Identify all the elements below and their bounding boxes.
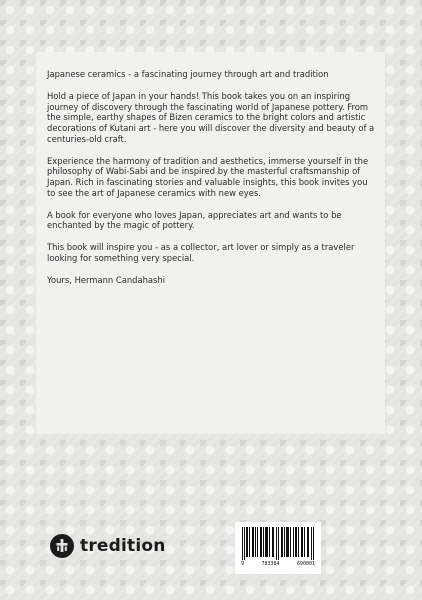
blurb-paragraph-intro: Hold a piece of Japan in your hands! This book takes you on an inspiring journey of discovery through the fascinating world of Japanese pottery. From the simple, earthy shapes of Bizen ceramics to the bright colors and artistic decorations of Kutani art - here you will discover the diversity and beauty of a centuries-old craft. xyxy=(47,90,375,144)
barcode-digit-prefix: 9 xyxy=(241,561,245,567)
blurb-headline: Japanese ceramics - a fascinating journey through art and tradition xyxy=(47,69,329,79)
publisher-name: tredition xyxy=(80,536,166,556)
publisher-brand xyxy=(50,532,166,560)
blurb-paragraph-audience: A book for everyone who loves Japan, appreciates art and wants to be enchanted by the magic of pottery. xyxy=(47,209,342,231)
isbn-barcode xyxy=(235,522,321,574)
blurb-panel xyxy=(36,52,385,434)
barcode-digit-group-2: 690001 xyxy=(296,561,315,567)
blurb-paragraph-inspire: This book will inspire you - as a collector, art lover or simply as a traveler looking for something very special. xyxy=(47,242,355,263)
tredition-logo-icon xyxy=(50,534,74,558)
author-signoff: Yours, Hermann Candahashi xyxy=(47,274,166,285)
barcode-digit-group-1: 783384 xyxy=(261,561,280,567)
barcode-bars xyxy=(241,527,315,560)
blurb-paragraph-harmony: Experience the harmony of tradition and aesthetics, immerse yourself in the philosophy of Wabi-Sabi and be inspired by the masterful craftsmanship of Japan. Rich in fascinating stories and valuable insights, this book invites you to see the art of Japanese ceramics with new eyes. xyxy=(47,155,369,198)
barcode-digits xyxy=(241,561,315,567)
